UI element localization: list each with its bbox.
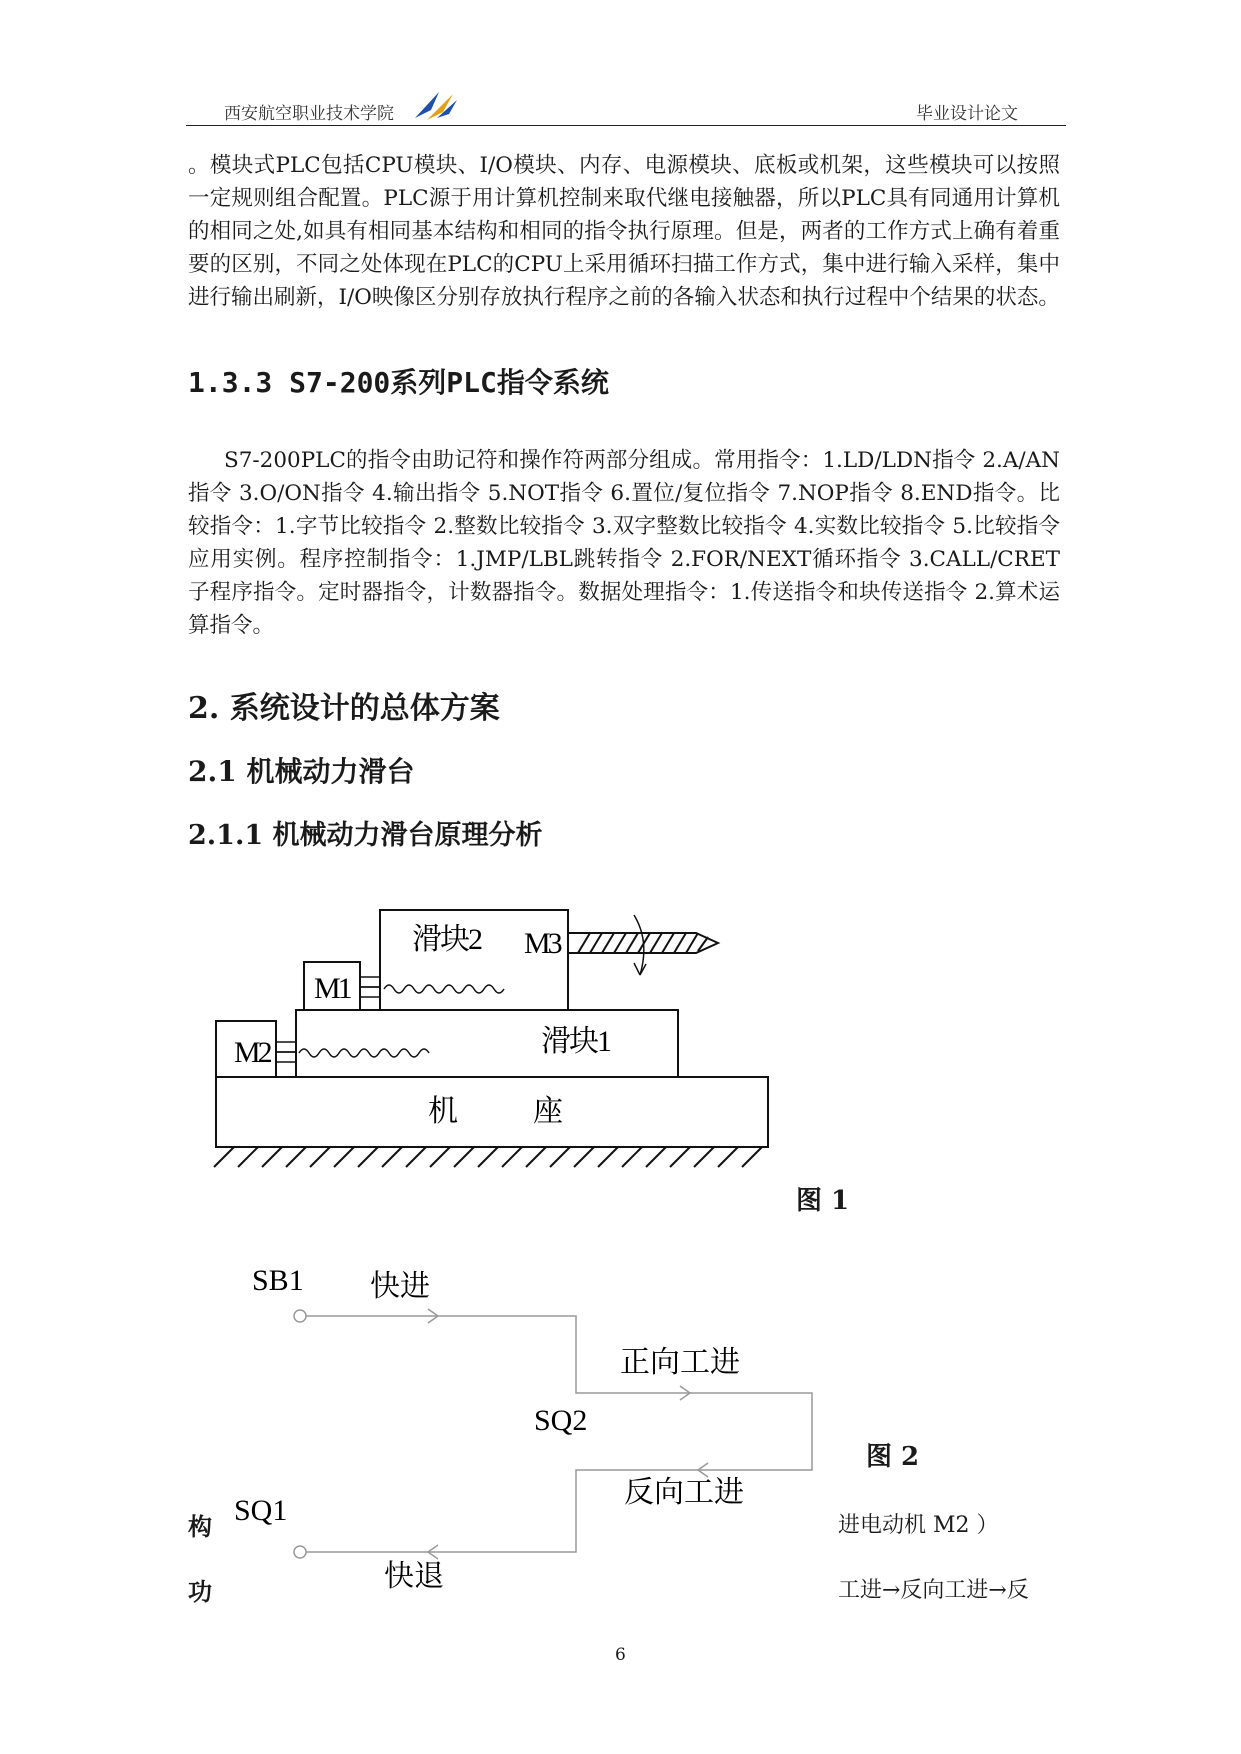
occluded-text-right-bottom: 工进→反向工进→反 — [838, 1578, 1029, 1603]
occluded-text-left-bottom: 功 — [188, 1577, 212, 1606]
lead-screw-m1 — [384, 985, 504, 993]
slider-1 — [296, 1010, 678, 1077]
lead-screw-m2 — [299, 1049, 429, 1057]
motor-m2-label: M2 — [234, 1036, 270, 1069]
machine-base — [216, 1077, 768, 1147]
header-doc-type: 毕业设计论文 — [916, 104, 1018, 124]
paragraph-s7-200-instructions: S7-200PLC的指令由助记符和操作符两部分组成。常用指令：1.LD/LDN指令 2.A/AN指令 3.O/ON指令 4.输出指令 5.NOT指令 6.置位/复位指令 7.NOP指令 8.END指令。比较指令：1.字节比较指令 2.整数比较指令 3.双字整数比较指令 4.实数比较指令 5.比较指令应用实例。程序控制指令：1.JMP/LBL跳转指令 2.FOR/NEXT循环指令 3.CALL/CRET子程序指令。定时器指令，计数器指令。数据处理指令：1.传送指令和块传送指令 2.算术运算指令。 — [188, 448, 1060, 638]
forward-work-label: 正向工进 — [620, 1346, 740, 1379]
section-heading-2-1: 2.1 机械动力滑台 — [188, 755, 415, 788]
base-label-right: 座 — [533, 1095, 563, 1128]
figure-1-slide-table-diagram — [206, 885, 786, 1180]
section-heading-2-1-1: 2.1.1 机械动力滑台原理分析 — [188, 820, 543, 851]
motor-m1-label: M1 — [314, 972, 350, 1005]
slider-2-label: 滑块2 — [412, 923, 481, 956]
page-number: 6 — [615, 1645, 626, 1665]
motor-m3-label: M3 — [524, 927, 560, 960]
fast-forward-label: 快进 — [370, 1270, 430, 1303]
paragraph-plc-structure: 。模块式PLC包括CPU模块、I/O模块、内存、电源模块、底板或机架，这些模块可以按照一定规则组合配置。PLC源于用计算机控制来取代继电接触器，所以PLC具有同通用计算机的相同之处,如具有相同基本结构和相同的指令执行原理。但是，两者的工作方式上确有着重要的区别，不同之处体现在PLC的CPU上采用循环扫描工作方式，集中进行输入采样，集中进行输出刷新，I/O映像区分别存放执行程序之前的各输入状态和执行过程中个结果的状态。 — [188, 153, 1060, 310]
ground-hatching — [214, 1147, 762, 1167]
header-rule — [186, 125, 1066, 126]
section-heading-1-3-3: 1.3.3 S7-200系列PLC指令系统 — [188, 366, 609, 399]
figure-2-caption: 图 2 — [866, 1442, 920, 1472]
sb1-label: SB1 — [252, 1264, 304, 1297]
school-logo-icon — [413, 88, 459, 124]
figure-1-caption: 图 1 — [796, 1186, 850, 1216]
occluded-text-left-top: 构 — [188, 1512, 212, 1541]
sq1-label: SQ1 — [234, 1494, 288, 1527]
slider-1-label: 滑块1 — [541, 1025, 610, 1058]
sq1-end-point — [294, 1546, 306, 1558]
reverse-work-label: 反向工进 — [624, 1476, 744, 1509]
sq2-label: SQ2 — [534, 1404, 588, 1437]
occluded-text-right-top: 进电动机 M2 ） — [838, 1513, 999, 1538]
chapter-heading-2: 2. 系统设计的总体方案 — [188, 691, 500, 726]
header-institution: 西安航空职业技术学院 — [224, 104, 394, 124]
fast-return-label: 快退 — [384, 1560, 444, 1593]
sb1-start-point — [294, 1310, 306, 1322]
base-label-left: 机 — [428, 1095, 458, 1128]
figure-2-work-cycle-diagram — [234, 1260, 840, 1620]
